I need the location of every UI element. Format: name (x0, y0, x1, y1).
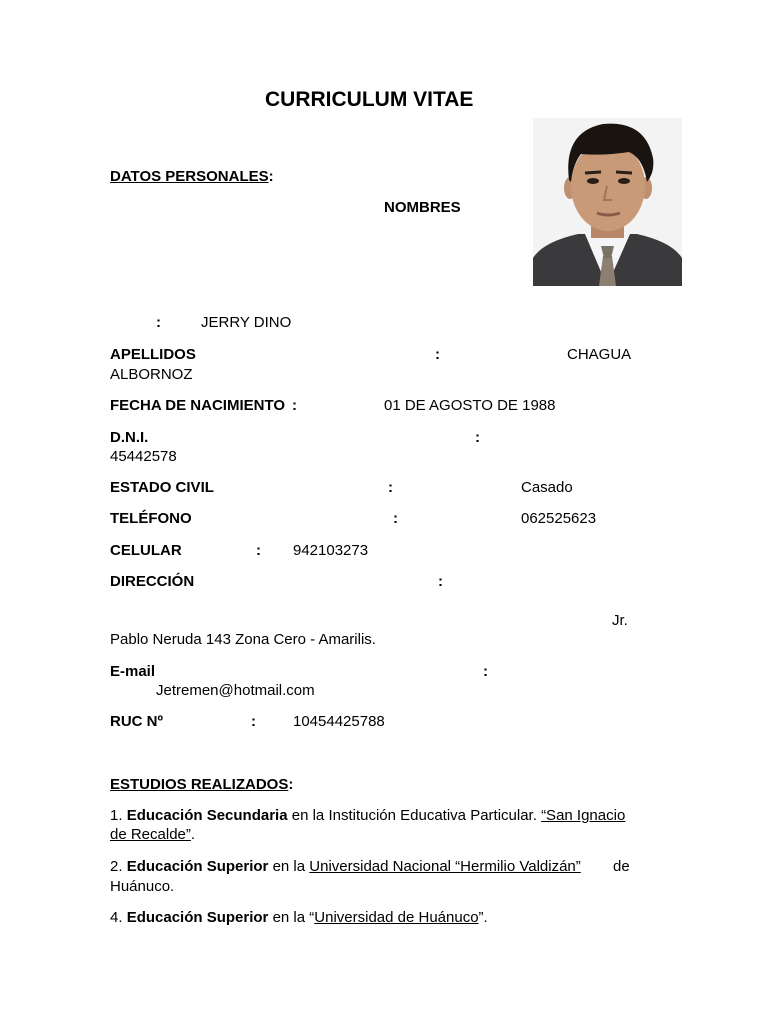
apellidos-value-second: ALBORNOZ (110, 366, 193, 383)
fecha-value: 01 DE AGOSTO DE 1988 (384, 397, 556, 414)
study-item-2-line-2: Huánuco. (110, 878, 175, 895)
study-item-3-level: Educación Superior (126, 909, 269, 926)
study-item-2-university: Universidad Nacional “Hermilio Valdizán” (309, 858, 581, 875)
estado-civil-value: Casado (521, 479, 573, 496)
telefono-colon: : (393, 510, 398, 527)
ruc-colon: : (251, 713, 256, 730)
study-item-2-line-1 (110, 858, 581, 876)
email-label: E-mail (110, 663, 156, 680)
estado-civil-label: ESTADO CIVIL (110, 479, 214, 496)
nombres-value: JERRY DINO (201, 314, 292, 331)
study-item-2-text: en la (272, 858, 306, 875)
study-item-1-end: . (190, 826, 196, 843)
personal-heading-text: DATOS PERSONALES (110, 168, 269, 185)
dni-value: 45442578 (110, 448, 177, 465)
celular-colon: : (256, 542, 261, 559)
personal-section-heading (110, 168, 274, 186)
nombres-label: NOMBRES (384, 199, 461, 216)
email-colon: : (483, 663, 488, 680)
personal-heading-colon: : (268, 168, 274, 185)
email-value: Jetremen@hotmail.com (156, 682, 315, 699)
apellidos-value-first: CHAGUA (567, 346, 632, 363)
person-portrait-icon (533, 118, 682, 286)
studies-heading-colon: : (288, 776, 294, 793)
nombres-colon: : (156, 314, 161, 331)
celular-value: 942103273 (293, 542, 369, 559)
study-item-3-number: 4. (110, 909, 123, 926)
study-item-2-tail: de (613, 858, 630, 875)
direccion-value-second: Pablo Neruda 143 Zona Cero - Amarilis. (110, 631, 376, 648)
study-item-3-end: ”. (478, 909, 488, 926)
ruc-label: RUC Nº (110, 713, 163, 730)
studies-section-heading (110, 776, 293, 794)
apellidos-colon: : (435, 346, 440, 363)
celular-label: CELULAR (110, 542, 182, 559)
apellidos-label: APELLIDOS (110, 346, 196, 363)
study-item-1-line-1 (110, 807, 625, 825)
fecha-colon: : (292, 397, 297, 414)
study-item-2-level: Educación Superior (126, 858, 269, 875)
telefono-value: 062525623 (521, 510, 597, 527)
dni-label: D.N.I. (110, 429, 149, 446)
fecha-label: FECHA DE NACIMIENTO (110, 397, 286, 414)
ruc-value: 10454425788 (293, 713, 385, 730)
estado-civil-colon: : (388, 479, 393, 496)
direccion-colon: : (438, 573, 443, 590)
studies-heading-text: ESTUDIOS REALIZADOS (110, 776, 289, 793)
study-item-2-number: 2. (110, 858, 123, 875)
study-item-1-school-part-2: de Recalde” (110, 826, 191, 843)
direccion-value-first: Jr. (612, 612, 628, 629)
profile-photo (533, 118, 682, 286)
study-item-1-school-part-1: “San Ignacio (541, 807, 626, 824)
study-item-1-text: en la Institución Educativa Particular. (291, 807, 537, 824)
study-item-1-line-2 (110, 826, 195, 844)
study-item-1-level: Educación Secundaria (126, 807, 288, 824)
telefono-label: TELÉFONO (110, 510, 192, 527)
page-title: CURRICULUM VITAE (265, 88, 474, 111)
study-item-3-line (110, 909, 488, 927)
study-item-3-text: en la “ (272, 909, 315, 926)
study-item-3-university: Universidad de Huánuco (314, 909, 479, 926)
direccion-label: DIRECCIÓN (110, 573, 195, 590)
dni-colon: : (475, 429, 480, 446)
study-item-1-number: 1. (110, 807, 123, 824)
